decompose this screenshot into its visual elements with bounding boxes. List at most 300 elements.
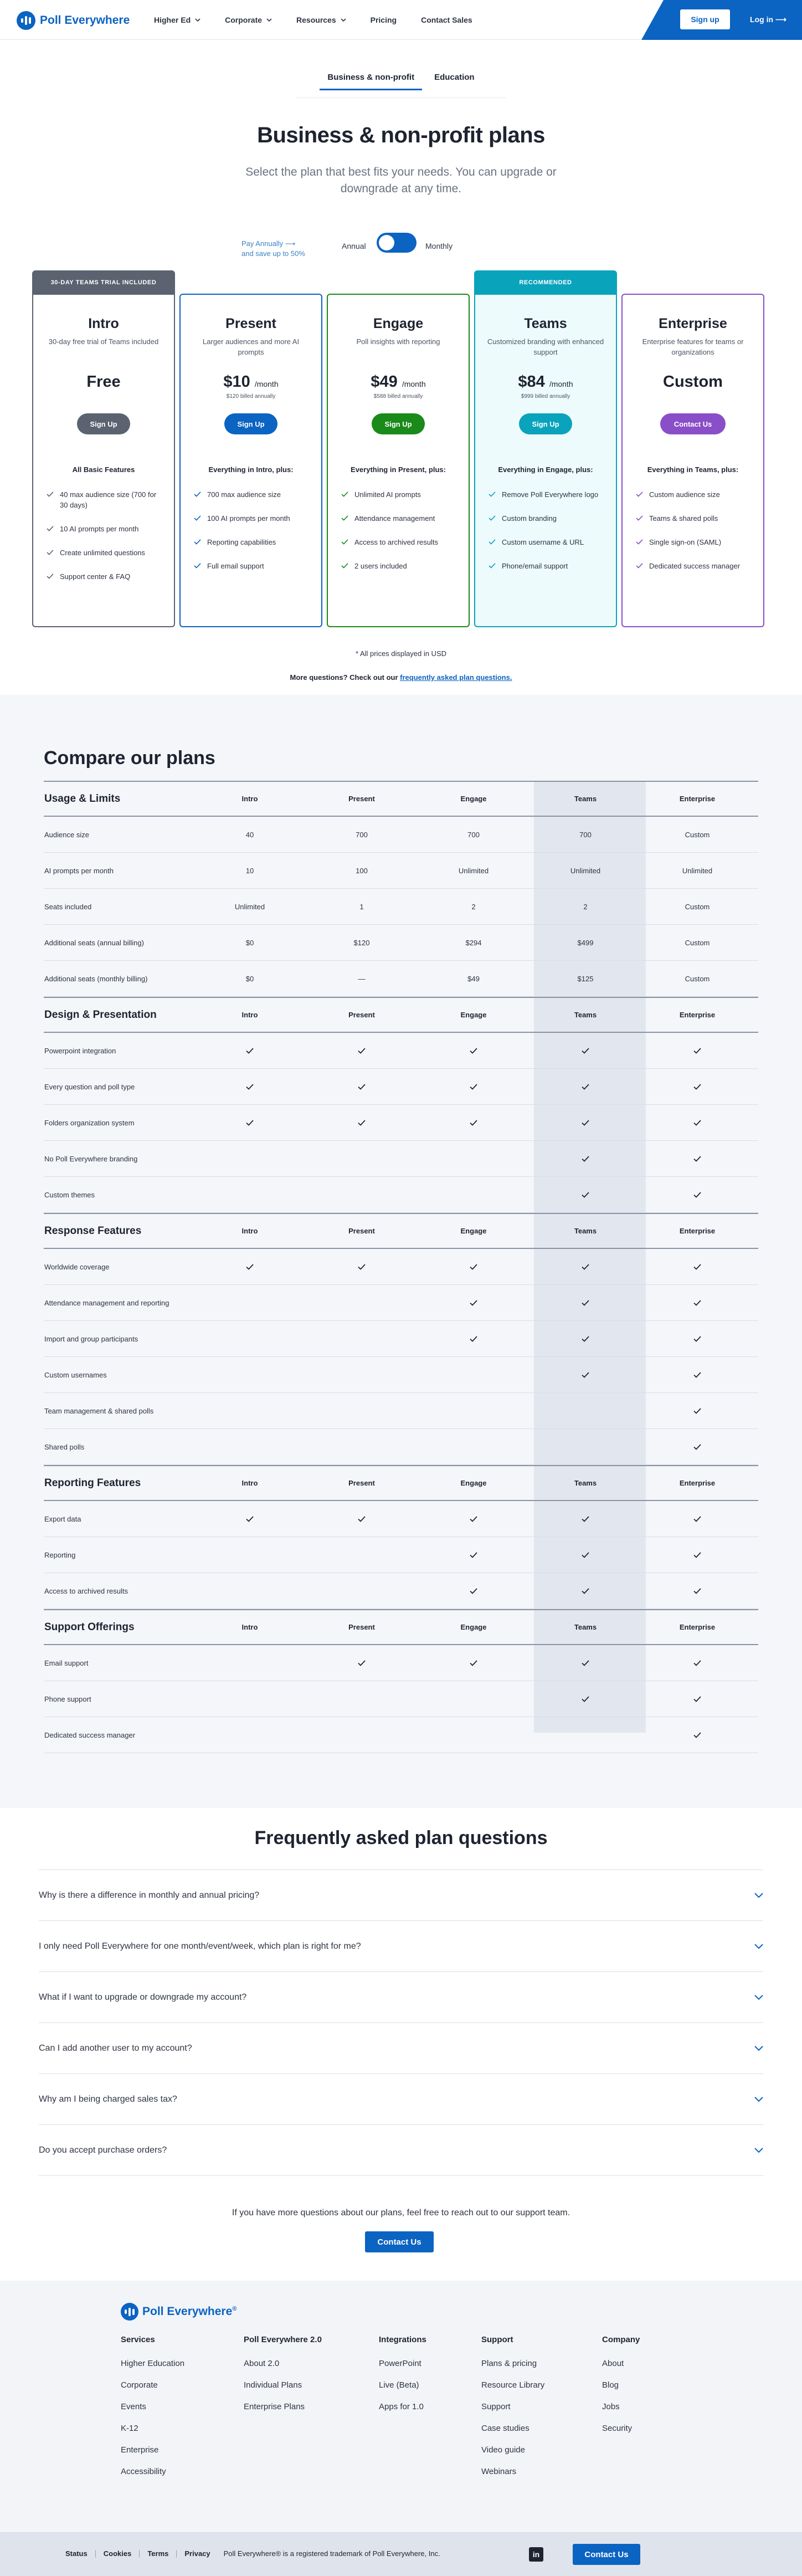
feature-cell	[306, 1120, 418, 1126]
feature-cell: $294	[465, 938, 482, 947]
check-icon	[582, 1264, 589, 1270]
check-icon	[582, 1372, 589, 1378]
column-header: Teams	[574, 1623, 597, 1631]
nav-pricing[interactable]: Pricing	[370, 16, 397, 24]
check-icon	[582, 1120, 589, 1126]
footer-column-title: Services	[121, 2335, 155, 2344]
footer-link[interactable]: About	[602, 2359, 624, 2368]
compare-section-header	[44, 781, 758, 817]
footer-link[interactable]: PowerPoint	[379, 2359, 421, 2368]
footer-link[interactable]: Jobs	[602, 2402, 620, 2411]
check-icon	[47, 526, 54, 531]
column-header: Present	[348, 1479, 375, 1487]
column-header: Present	[348, 1011, 375, 1019]
plan-feature-text: Teams & shared polls	[649, 514, 718, 523]
plan-price	[33, 373, 174, 391]
plan-name: Enterprise	[659, 316, 727, 331]
check-icon	[693, 1732, 701, 1738]
footer-contact-button[interactable]: Contact Us	[573, 2544, 640, 2565]
check-icon	[693, 1444, 701, 1450]
feature-cell	[529, 1372, 641, 1378]
footer-column	[379, 2335, 426, 2424]
plan-feature	[193, 513, 309, 524]
nav-corporate[interactable]	[225, 16, 272, 24]
plan-card-present	[179, 294, 322, 627]
feature-cell	[418, 1084, 529, 1090]
feature-cell	[529, 1192, 641, 1198]
check-icon	[582, 1516, 589, 1522]
footer-column-title: Poll Everywhere 2.0	[244, 2335, 322, 2344]
check-icon	[470, 1048, 477, 1054]
compare-row	[44, 1105, 758, 1141]
faq-question: Why am I being charged sales tax?	[39, 2094, 177, 2104]
price-amount: $10	[223, 373, 250, 391]
plan-feature	[487, 537, 604, 547]
plan-feature	[340, 489, 456, 500]
feature-cell	[306, 1084, 418, 1090]
feature-label: Email support	[44, 1658, 89, 1667]
feature-cell: 700	[467, 830, 480, 839]
billing-period-toggle[interactable]	[377, 233, 417, 253]
check-icon	[582, 1048, 589, 1054]
column-header: Teams	[574, 1479, 597, 1487]
check-icon	[470, 1516, 477, 1522]
section-title: Design & Presentation	[44, 1008, 157, 1021]
feature-label: No Poll Everywhere branding	[44, 1154, 138, 1163]
status-link[interactable]: Status	[65, 2550, 96, 2558]
footer-link[interactable]: Corporate	[121, 2380, 158, 2390]
feature-cell: $0	[245, 938, 254, 947]
plan-feature	[193, 537, 309, 547]
feature-cell: Custom	[685, 938, 710, 947]
footer-link[interactable]: Apps for 1.0	[379, 2402, 424, 2411]
plan-cta-button[interactable]: Contact Us	[660, 413, 726, 434]
faq-question: What if I want to upgrade or downgrade my account?	[39, 1992, 247, 2002]
feature-cell: 2	[583, 902, 588, 911]
plan-cta-button[interactable]: Sign Up	[519, 413, 572, 434]
feature-cell	[529, 1300, 641, 1306]
plan-feature-text: Phone/email support	[502, 562, 568, 570]
chevron-down-icon	[195, 17, 200, 23]
feature-label: Import and group participants	[44, 1334, 138, 1343]
footer-link[interactable]: Security	[602, 2424, 633, 2433]
column-header: Present	[348, 1623, 375, 1631]
plan-name: Engage	[373, 316, 424, 331]
column-header: Enterprise	[679, 795, 716, 803]
privacy-link[interactable]: Privacy	[184, 2549, 210, 2558]
column-header: Present	[348, 1227, 375, 1235]
terms-link[interactable]: Terms	[147, 2550, 177, 2558]
registered-mark: ®	[232, 2306, 237, 2312]
feature-label: Team management & shared polls	[44, 1406, 154, 1415]
feature-cell	[529, 1696, 641, 1702]
feature-cell: $499	[577, 938, 594, 947]
price-amount: Custom	[663, 373, 723, 391]
plan-feature-list	[45, 489, 162, 582]
column-header: Engage	[460, 1623, 487, 1631]
check-icon	[636, 515, 643, 521]
feature-cell	[194, 1084, 306, 1090]
tab-education[interactable]: Education	[434, 73, 475, 82]
check-icon	[246, 1084, 254, 1090]
plan-includes-heading: Everything in Teams, plus:	[647, 465, 739, 474]
more-questions-text: More questions? Check out our	[290, 673, 398, 682]
compare-row	[44, 1141, 758, 1177]
compare-row	[44, 1645, 758, 1681]
check-icon	[194, 491, 201, 497]
plan-includes-heading: Everything in Intro, plus:	[208, 465, 294, 474]
footer-brand-text: Poll Everywhere	[142, 2305, 233, 2318]
plan-card-engage	[327, 294, 470, 627]
support-text: If you have more questions about our plans, feel free to reach out to our support team.	[232, 2208, 570, 2217]
check-icon	[582, 1300, 589, 1306]
plan-feature	[193, 489, 309, 500]
feature-label: Dedicated success manager	[44, 1730, 136, 1739]
chevron-down-icon	[266, 17, 272, 23]
footer-column	[244, 2335, 322, 2424]
check-icon	[358, 1120, 366, 1126]
tab-business[interactable]: Business & non-profit	[327, 73, 414, 88]
check-icon	[693, 1084, 701, 1090]
faq-item[interactable]	[39, 2023, 763, 2074]
check-icon	[636, 491, 643, 497]
faq-question: Why is there a difference in monthly and annual pricing?	[39, 1890, 260, 1900]
compare-row	[44, 1321, 758, 1357]
column-header: Engage	[460, 1479, 487, 1487]
compare-row	[44, 1573, 758, 1609]
check-icon	[470, 1264, 477, 1270]
plan-billed-annually	[33, 393, 174, 401]
column-header: Intro	[241, 795, 258, 803]
plan-description: Enterprise features for teams or organizations	[642, 337, 744, 356]
footer-link[interactable]: Enterprise Plans	[244, 2402, 305, 2411]
plan-banner: RECOMMENDED	[474, 270, 617, 295]
column-header: Engage	[460, 795, 487, 803]
feature-cell	[641, 1588, 753, 1594]
footer-bottom-bar	[0, 2532, 802, 2576]
feature-label: Access to archived results	[44, 1586, 128, 1595]
top-navigation	[0, 0, 802, 40]
feature-cell	[418, 1120, 529, 1126]
faq-item[interactable]	[39, 1921, 763, 1972]
column-header: Enterprise	[679, 1479, 716, 1487]
feature-label: Additional seats (annual billing)	[44, 938, 144, 947]
feature-cell	[529, 1588, 641, 1594]
feature-cell: 700	[356, 830, 368, 839]
plan-feature-text: Unlimited AI prompts	[354, 490, 421, 499]
nav-label: Higher Ed	[154, 16, 191, 24]
check-icon	[358, 1084, 366, 1090]
check-icon	[636, 539, 643, 545]
plan-description: Customized branding with enhanced support	[487, 337, 604, 356]
footer-column-title: Company	[602, 2335, 640, 2344]
plan-feature-text: Reporting capabilities	[207, 538, 276, 546]
feature-cell: Custom	[685, 830, 710, 839]
check-icon	[470, 1336, 477, 1342]
compare-row	[44, 889, 758, 925]
check-icon	[341, 563, 348, 569]
plan-billed-annually: $999 billed annually	[521, 393, 570, 400]
plan-feature-text: Custom username & URL	[502, 538, 584, 546]
feature-cell	[641, 1372, 753, 1378]
check-icon	[470, 1300, 477, 1306]
plan-price	[181, 373, 321, 391]
compare-row	[44, 817, 758, 853]
plan-card-enterprise	[621, 294, 764, 627]
nav-label: Resources	[296, 16, 336, 24]
feature-cell	[418, 1336, 529, 1342]
check-icon	[358, 1516, 366, 1522]
plan-feature-text: Access to archived results	[354, 538, 439, 546]
column-header: Enterprise	[679, 1011, 716, 1019]
footer-link[interactable]: Accessibility	[121, 2467, 166, 2476]
compare-row	[44, 1069, 758, 1105]
check-icon	[470, 1660, 477, 1666]
check-icon	[358, 1048, 366, 1054]
page-subtitle: Select the plan that best fits your needs. You can upgrade or downgrade at any time.	[245, 166, 557, 195]
plan-feature	[340, 513, 456, 524]
check-icon	[693, 1120, 701, 1126]
cookies-link[interactable]: Cookies	[104, 2550, 140, 2558]
feature-cell	[529, 1048, 641, 1054]
check-icon	[246, 1516, 254, 1522]
faq-question: Can I add another user to my account?	[39, 2043, 192, 2053]
footer-brand-name	[142, 2305, 237, 2318]
footer-link[interactable]: Support	[481, 2402, 511, 2411]
faq-link[interactable]: frequently asked plan questions.	[400, 673, 512, 682]
plan-feature-list	[487, 489, 604, 571]
plan-feature	[193, 561, 309, 571]
column-header: Engage	[460, 1227, 487, 1235]
column-header: Teams	[574, 795, 597, 803]
column-header: Engage	[460, 1011, 487, 1019]
feature-cell: $120	[353, 938, 370, 947]
plan-includes-heading: Everything in Engage, plus:	[498, 465, 593, 474]
contact-support-button[interactable]: Contact Us	[365, 2231, 434, 2252]
feature-label: Export data	[44, 1514, 81, 1523]
faq-item[interactable]	[39, 1870, 763, 1921]
plan-feature	[45, 547, 162, 558]
annual-savings-note	[241, 239, 305, 259]
faq-title: Frequently asked plan questions	[254, 1827, 548, 1848]
plan-feature-text: Attendance management	[354, 514, 435, 523]
nav-resources[interactable]	[296, 16, 346, 24]
feature-cell	[641, 1444, 753, 1450]
more-questions	[0, 673, 802, 682]
plan-cta-button[interactable]: Sign Up	[372, 413, 425, 434]
feature-cell: Unlimited	[682, 866, 713, 875]
footer-link[interactable]: Enterprise	[121, 2445, 159, 2455]
check-icon	[194, 563, 201, 569]
plan-feature-text: 2 users included	[354, 562, 407, 570]
trademark-text: Poll Everywhere® is a registered trademark of Poll Everywhere, Inc.	[223, 2549, 440, 2558]
plan-feature	[635, 489, 751, 500]
check-icon	[693, 1300, 701, 1306]
billing-monthly-label: Monthly	[425, 242, 453, 250]
footer-link[interactable]: Higher Education	[121, 2359, 185, 2368]
feature-cell	[529, 1336, 641, 1342]
check-icon	[582, 1192, 589, 1198]
feature-cell	[194, 1120, 306, 1126]
plan-feature	[635, 561, 751, 571]
audience-tabs	[0, 73, 802, 88]
feature-label: Custom themes	[44, 1190, 95, 1199]
nav-higher-ed[interactable]	[154, 16, 200, 24]
feature-cell	[529, 1120, 641, 1126]
faq-item[interactable]	[39, 1972, 763, 2023]
feature-cell	[641, 1408, 753, 1414]
plan-name: Present	[225, 316, 276, 331]
check-icon	[341, 491, 348, 497]
chevron-down-icon	[341, 17, 346, 23]
main-menu	[154, 0, 497, 40]
logo-bars-icon	[121, 2303, 138, 2321]
check-icon	[693, 1408, 701, 1414]
plan-feature-text: Single sign-on (SAML)	[649, 538, 722, 546]
compare-row	[44, 1501, 758, 1537]
feature-cell	[641, 1336, 753, 1342]
feature-cell	[529, 1156, 641, 1162]
compare-section-header	[44, 1609, 758, 1645]
check-icon	[582, 1156, 589, 1162]
plan-feature-text: Support center & FAQ	[60, 572, 131, 581]
column-header: Intro	[241, 1479, 258, 1487]
feature-cell	[418, 1552, 529, 1558]
linkedin-icon[interactable]: in	[529, 2547, 543, 2562]
compare-row	[44, 1429, 758, 1465]
compare-section-header	[44, 997, 758, 1033]
footer	[0, 2281, 802, 2531]
plan-cta-button[interactable]: Sign Up	[77, 413, 130, 434]
check-icon	[693, 1696, 701, 1702]
check-icon	[470, 1084, 477, 1090]
feature-cell	[306, 1660, 418, 1666]
check-icon	[582, 1084, 589, 1090]
footer-column-title: Integrations	[379, 2335, 426, 2344]
feature-cell	[418, 1048, 529, 1054]
brand-logo[interactable]	[17, 11, 130, 30]
footer-link[interactable]: Video guide	[481, 2445, 525, 2455]
check-icon	[246, 1048, 254, 1054]
feature-cell	[641, 1264, 753, 1270]
feature-cell: 2	[471, 902, 476, 911]
price-period: /month	[402, 380, 426, 388]
footer-logo[interactable]	[121, 2303, 237, 2321]
plan-feature-text: Custom audience size	[649, 490, 720, 499]
footer-link[interactable]: K-12	[121, 2424, 138, 2433]
footer-link[interactable]: Resource Library	[481, 2380, 545, 2390]
check-icon	[47, 573, 54, 579]
plan-price	[475, 373, 616, 391]
plan-cta-button[interactable]: Sign Up	[224, 413, 277, 434]
footer-link[interactable]: About 2.0	[244, 2359, 280, 2368]
chevron-down-icon	[754, 1944, 763, 1949]
page-title: Business & non-profit plans	[257, 123, 545, 147]
price-amount: $84	[518, 373, 545, 391]
feature-cell	[641, 1300, 753, 1306]
price-period: /month	[549, 380, 573, 388]
nav-label: Corporate	[225, 16, 263, 24]
feature-label: Worldwide coverage	[44, 1262, 110, 1271]
footer-link[interactable]: Live (Beta)	[379, 2380, 419, 2390]
chevron-down-icon	[754, 1893, 763, 1898]
feature-cell	[418, 1588, 529, 1594]
plan-feature-text: 40 max audience size (700 for 30 days)	[60, 490, 157, 509]
feature-cell	[306, 1048, 418, 1054]
feature-cell: 1	[359, 902, 364, 911]
feature-cell	[641, 1516, 753, 1522]
feature-cell: Unlimited	[234, 902, 265, 911]
footer-link[interactable]: Individual Plans	[244, 2380, 302, 2390]
footer-link[interactable]: Case studies	[481, 2424, 529, 2433]
chevron-down-icon	[754, 2097, 763, 2102]
check-icon	[489, 515, 496, 521]
check-icon	[246, 1120, 254, 1126]
check-icon	[693, 1516, 701, 1522]
plan-billed-annually: $120 billed annually	[226, 393, 276, 400]
check-icon	[341, 539, 348, 545]
price-period: /month	[254, 380, 279, 388]
compare-row	[44, 853, 758, 889]
footer-link[interactable]: Plans & pricing	[481, 2359, 537, 2368]
footer-link[interactable]: Blog	[602, 2380, 619, 2390]
feature-label: AI prompts per month	[44, 866, 114, 875]
feature-cell	[418, 1660, 529, 1666]
footer-link[interactable]: Webinars	[481, 2467, 517, 2476]
check-icon	[194, 539, 201, 545]
check-icon	[582, 1660, 589, 1666]
check-icon	[246, 1264, 254, 1270]
nav-login-link[interactable]: Log in ⟶	[750, 14, 786, 24]
check-icon	[470, 1552, 477, 1558]
feature-cell: Unlimited	[570, 866, 601, 875]
feature-cell	[641, 1156, 753, 1162]
plan-includes-heading: Everything in Present, plus:	[351, 465, 446, 474]
feature-cell	[529, 1084, 641, 1090]
faq-item[interactable]	[39, 2125, 763, 2176]
column-header: Teams	[574, 1227, 597, 1235]
compare-row	[44, 1681, 758, 1717]
footer-column	[121, 2335, 184, 2488]
compare-section-header	[44, 1213, 758, 1249]
feature-cell	[194, 1264, 306, 1270]
feature-label: Powerpoint integration	[44, 1046, 116, 1055]
footer-link[interactable]: Events	[121, 2402, 146, 2411]
plan-price	[328, 373, 469, 391]
feature-cell	[194, 1048, 306, 1054]
check-icon	[341, 515, 348, 521]
feature-cell: Unlimited	[458, 866, 489, 875]
chevron-down-icon	[754, 2046, 763, 2051]
faq-item[interactable]	[39, 2074, 763, 2125]
compare-row	[44, 1285, 758, 1321]
plan-billed-annually: $588 billed annually	[373, 393, 423, 400]
check-icon	[582, 1696, 589, 1702]
logo-bars-icon	[17, 11, 35, 30]
faq-question: I only need Poll Everywhere for one month/event/week, which plan is right for me?	[39, 1941, 361, 1951]
nav-signup-button[interactable]: Sign up	[680, 9, 730, 29]
feature-label: Phone support	[44, 1694, 91, 1703]
check-icon	[693, 1156, 701, 1162]
nav-contact-sales[interactable]: Contact Sales	[421, 16, 472, 24]
feature-label: Custom usernames	[44, 1370, 107, 1379]
feature-cell	[641, 1660, 753, 1666]
check-icon	[582, 1336, 589, 1342]
compare-row	[44, 1357, 758, 1393]
plan-feature-text: Custom branding	[502, 514, 557, 523]
feature-cell: Custom	[685, 902, 710, 911]
chevron-down-icon	[754, 2148, 763, 2153]
